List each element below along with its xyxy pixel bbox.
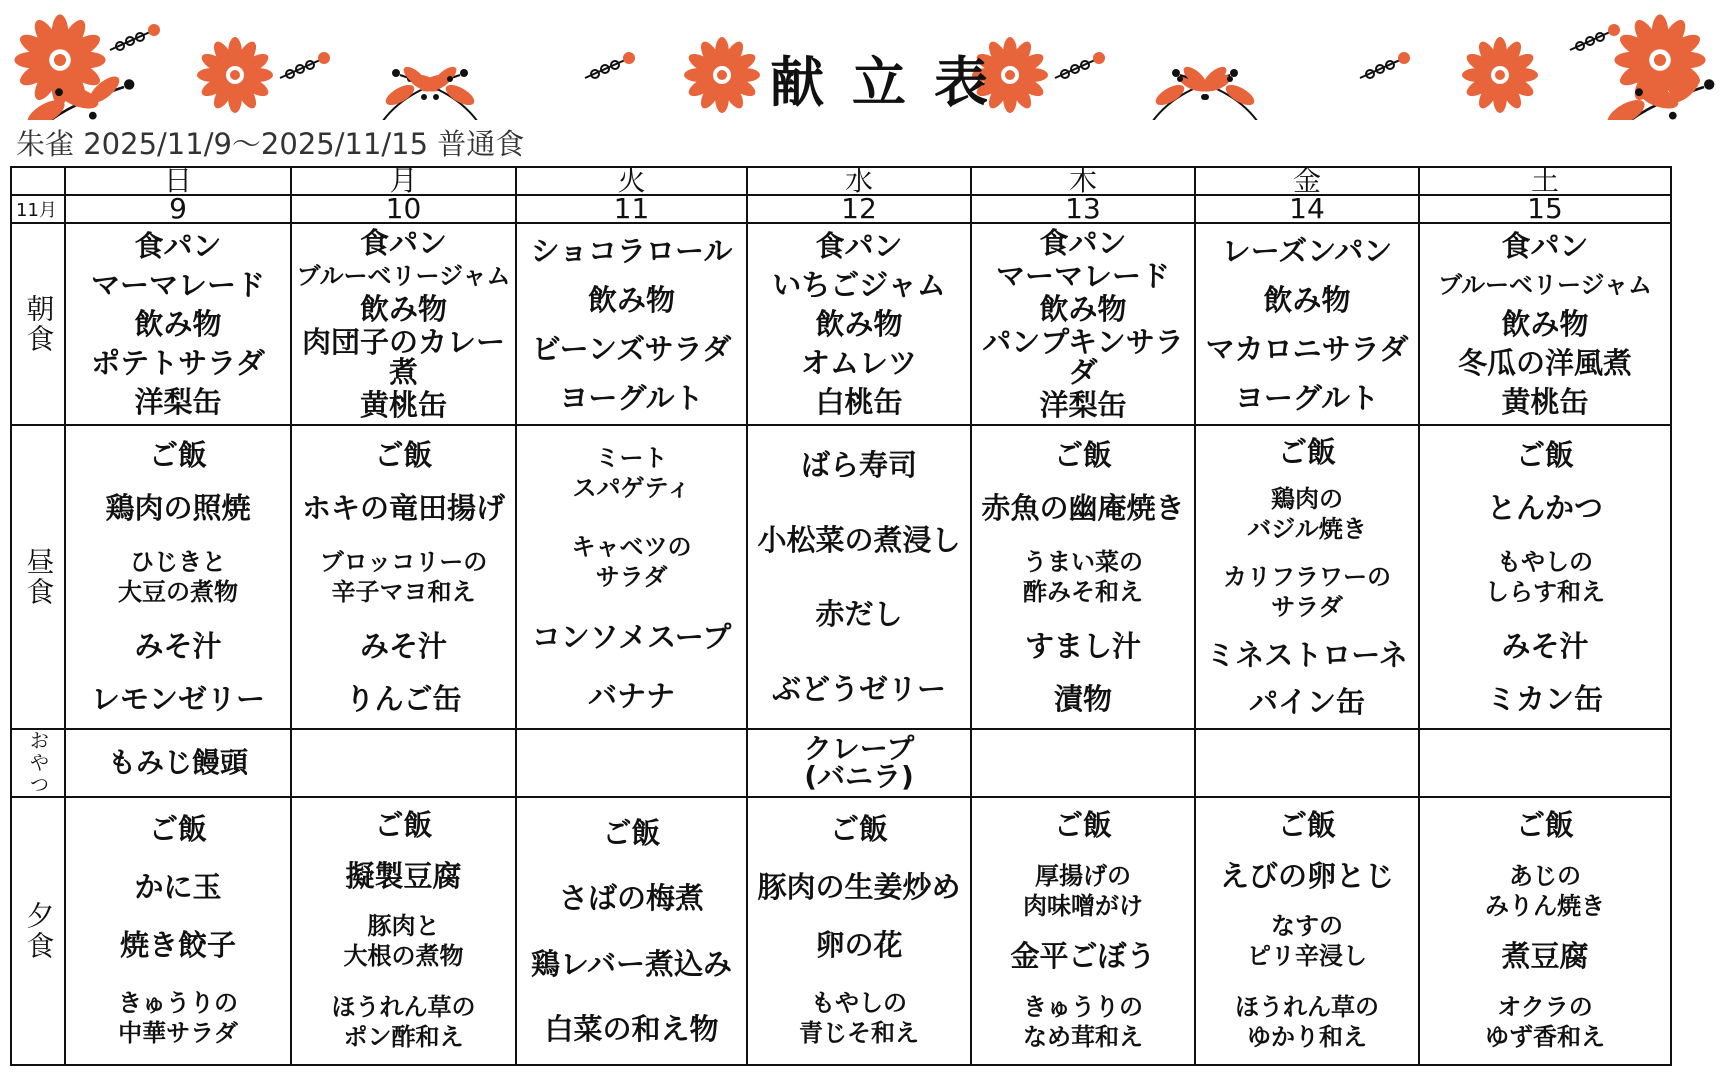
dinner-cell [1419,797,1671,1065]
menu-item: 豚肉と 大根の煮物 [343,912,464,971]
date-header: 13 [971,195,1195,223]
breakfast-cell [747,223,971,425]
menu-items [517,226,746,422]
menu-item: 白菜の和え物 [544,1012,719,1047]
month-label: 11月 [11,195,65,223]
menu-item: ポテトサラダ [91,346,265,381]
weekday-header: 木 [971,167,1195,195]
menu-item: 漬物 [1053,682,1112,717]
menu-item: 食パン [1039,225,1127,260]
menu-items [66,428,290,726]
menu-items [1196,226,1418,422]
menu-item: いちごジャム [772,267,946,302]
menu-item: 食パン [134,228,222,263]
dinner-row [11,797,1671,1065]
menu-item: 鶏肉の バジル焼き [1247,485,1367,544]
breakfast-cell [1195,223,1419,425]
menu-items [292,226,515,422]
menu-item: ほうれん草の ゆかり和え [1235,992,1379,1051]
menu-table [10,166,1672,1066]
menu-item: もやしの 青じそ和え [799,989,919,1047]
menu-item: ビーンズサラダ [531,331,732,366]
menu-item: ブルーベリージャム [296,261,511,290]
menu-item: ミカン缶 [1486,682,1603,717]
date-header: 10 [291,195,516,223]
menu-item: ご飯 [148,437,207,472]
breakfast-cell [65,223,291,425]
menu-item: 肉団子のカレー煮 [301,325,505,390]
breakfast-cell [1419,223,1671,425]
dinner-cell [65,797,291,1065]
menu-item: ご飯 [1053,808,1112,843]
menu-item: 鶏レバー煮込み [531,946,732,981]
menu-items [66,226,290,422]
menu-items [748,428,970,726]
date-row [11,195,1671,223]
date-header: 12 [747,195,971,223]
menu-item: 卵の花 [815,928,903,962]
snack-label: おやつ [11,729,65,797]
menu-item: 黄桃缶 [1501,385,1589,420]
lunch-cell [1195,425,1419,729]
menu-item: みそ汁 [1501,628,1589,663]
menu-item: 赤魚の幽庵焼き [981,491,1185,526]
dinner-cell [747,797,971,1065]
menu-item: ヨーグルト [559,380,704,415]
lunch-row [11,425,1671,729]
menu-item: 飲み物 [1039,291,1127,326]
menu-item: ご飯 [1515,808,1574,843]
menu-item: ご飯 [374,437,433,472]
menu-item: ご飯 [1053,437,1112,472]
menu-item: コンソメスープ [531,619,732,654]
date-header: 9 [65,195,291,223]
menu-item: マーマレード [995,258,1170,293]
lunch-cell [747,425,971,729]
menu-item: りんご缶 [345,682,462,717]
dinner-label: 夕食 [11,797,65,1065]
menu-item: 飲み物 [1263,282,1351,317]
snack-cell [1419,729,1671,797]
menu-item: ブロッコリーの 辛子マヨ和え [319,547,488,606]
snack-cell [516,729,747,797]
menu-item: 小松菜の煮浸し [757,522,961,557]
menu-item: ご飯 [829,812,888,846]
menu-item: ショコラロール [530,233,733,268]
menu-item: パイン缶 [1248,685,1365,720]
menu-items [972,800,1194,1062]
menu-item: 飲み物 [1501,306,1589,341]
menu-item: 鶏肉の照焼 [105,491,251,526]
menu-items [748,226,970,422]
lunch-label: 昼食 [11,425,65,729]
menu-items [1196,800,1418,1062]
weekday-header: 水 [747,167,971,195]
dinner-cell [516,797,747,1065]
weekday-header: 土 [1419,167,1671,195]
menu-item: みそ汁 [134,628,222,663]
menu-item: とんかつ [1486,491,1603,526]
weekday-header: 月 [291,167,516,195]
menu-item: ご飯 [1515,437,1574,472]
menu-items [1196,428,1418,726]
breakfast-cell [291,223,516,425]
menu-item: ご飯 [374,808,433,843]
snack-cell: もみじ饅頭 [65,729,291,797]
menu-item: レモンゼリー [90,682,265,717]
menu-item: バナナ [587,679,675,714]
menu-item: ご飯 [148,812,207,846]
dinner-cell [291,797,516,1065]
lunch-cell [971,425,1195,729]
dinner-cell [1195,797,1419,1065]
menu-item: ばら寿司 [800,448,917,483]
menu-item: カリフラワーの サラダ [1223,562,1391,621]
menu-item: パンプキンサラダ [982,325,1184,390]
weekday-header: 金 [1195,167,1419,195]
menu-items [292,428,515,726]
menu-item: さばの梅煮 [558,881,704,916]
menu-item: 食パン [815,228,903,263]
dinner-cell [971,797,1195,1065]
menu-item: 飲み物 [587,282,675,317]
date-header: 11 [516,195,747,223]
menu-items [517,428,746,726]
weekday-header: 火 [516,167,747,195]
menu-item: きゅうりの なめ茸和え [1023,992,1143,1051]
date-header: 14 [1195,195,1419,223]
menu-items [972,428,1194,726]
menu-item: ご飯 [1277,434,1336,469]
menu-item: オクラの ゆず香和え [1485,992,1605,1051]
lunch-cell [516,425,747,729]
menu-item: 赤だし [815,597,903,632]
menu-item: 飲み物 [359,291,447,326]
breakfast-cell [516,223,747,425]
menu-item: ブルーベリージャム [1437,270,1653,299]
menu-item: きゅうりの 中華サラダ [118,989,238,1047]
menu-item: ミート スパゲティ [572,443,691,502]
menu-item: 冬瓜の洋風煮 [1457,346,1632,381]
snack-cell [291,729,516,797]
menu-item: ご飯 [1277,808,1336,843]
menu-item: 飲み物 [134,306,222,341]
menu-item: 厚揚げの 肉味噌がけ [1023,861,1143,920]
menu-item: マカロニサラダ [1205,331,1409,366]
snack-cell: クレープ (バニラ) [747,729,971,797]
breakfast-row [11,223,1671,425]
menu-item: ひじきと 大豆の煮物 [118,547,238,606]
corner-cell [11,167,65,195]
menu-item: レーズンパン [1221,233,1393,268]
menu-item: 食パン [1501,228,1589,263]
menu-items [292,800,515,1062]
menu-item: オムレツ [800,346,917,381]
menu-item: ホキの竜田揚げ [301,491,505,526]
breakfast-label: 朝食 [11,223,65,425]
weekday-header: 日 [65,167,291,195]
menu-item: 洋梨缶 [1039,388,1127,423]
menu-item: 黄桃缶 [359,388,447,423]
weekday-row [11,167,1671,195]
menu-subtitle: 朱雀 2025/11/9～2025/11/15 普通食 [16,127,525,161]
breakfast-cell [971,223,1195,425]
menu-items [66,800,290,1062]
menu-item: 豚肉の生姜炒め [757,870,961,904]
menu-item: みそ汁 [359,628,447,663]
snack-cell [1195,729,1419,797]
lunch-cell [1419,425,1671,729]
menu-item: 洋梨缶 [134,385,222,420]
menu-item: ほうれん草の ポン酢和え [331,992,476,1051]
menu-item: あじの みりん焼き [1485,861,1605,920]
menu-items [1420,800,1670,1062]
menu-item: ぶどうゼリー [771,671,946,706]
menu-item: 食パン [359,225,447,260]
menu-item: うまい菜の 酢みそ和え [1023,547,1143,606]
menu-items [517,800,746,1062]
menu-item: 擬製豆腐 [345,858,462,893]
menu-item: ご飯 [602,815,661,850]
menu-item: 白桃缶 [815,385,903,420]
menu-items [748,800,970,1062]
lunch-cell [65,425,291,729]
menu-items [972,226,1194,422]
snack-cell [971,729,1195,797]
menu-item: すまし汁 [1024,628,1141,663]
menu-item: 煮豆腐 [1501,939,1589,974]
lunch-cell [291,425,516,729]
menu-item: マーマレード [90,267,265,302]
menu-item: ヨーグルト [1234,380,1380,415]
menu-item: かに玉 [134,870,222,904]
menu-item: えびの卵とじ [1219,858,1394,893]
snack-row [11,729,1671,797]
menu-item: ミネストローネ [1206,637,1408,672]
page-title: 献立表 [770,50,1016,114]
menu-item: なすの ピリ辛浸し [1247,912,1367,971]
menu-item: 飲み物 [815,306,903,341]
menu-items [1420,428,1670,726]
menu-item: 金平ごぼう [1010,939,1156,974]
menu-item: キャベツの サラダ [571,533,692,592]
menu-item: 焼き餃子 [119,928,236,962]
menu-items [1420,226,1670,422]
date-header: 15 [1419,195,1671,223]
menu-item: もやしの しらす和え [1485,547,1605,606]
